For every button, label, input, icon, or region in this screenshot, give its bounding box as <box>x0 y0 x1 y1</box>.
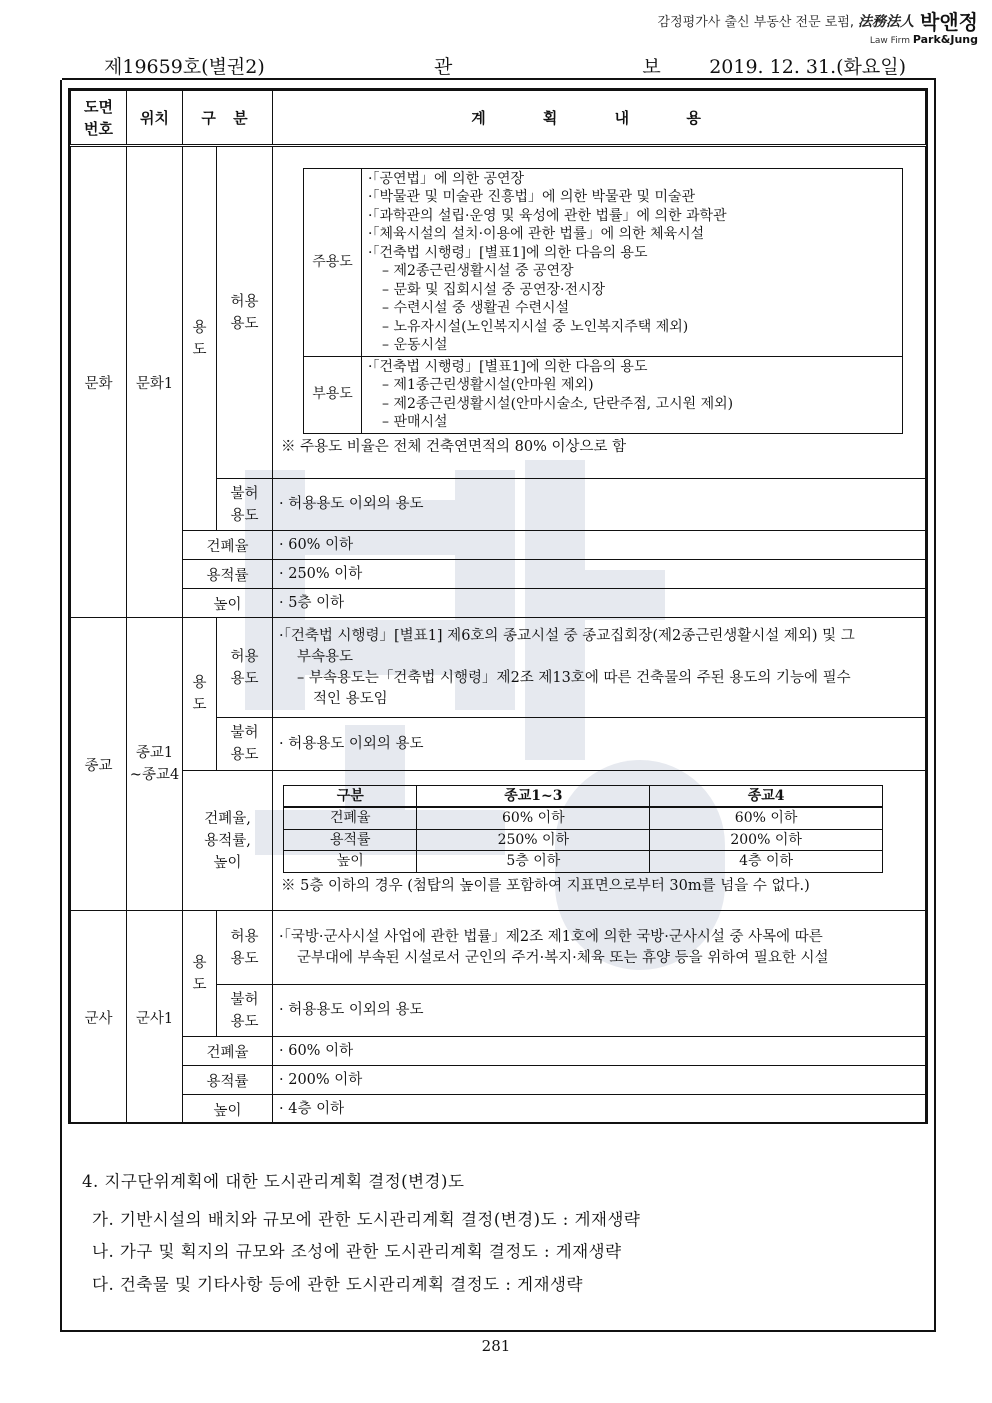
ratio-cell: 용적률 <box>284 829 417 851</box>
ratio-cell: 200% 이하 <box>650 829 883 851</box>
religion-allowed-line: 적인 용도임 <box>313 690 388 707</box>
culture-use: 용 도 <box>183 146 217 531</box>
culture-coverage: · 60% 이하 <box>273 531 926 560</box>
culture-allowed-label: 허용 용도 <box>217 146 273 479</box>
table-row <box>71 911 926 985</box>
culture-height-label: 높이 <box>183 589 273 618</box>
ratio-cell: 250% 이하 <box>417 829 650 851</box>
ratio-cell: 높이 <box>284 851 417 873</box>
religion-allowed-line: – 부속용도는「건축법 시행령」제2조 제13호에 따른 건축물의 주된 용도의 기능에 필수 <box>297 669 851 686</box>
ratio-cell: 60% 이하 <box>650 807 883 829</box>
culture-location: 문화1 <box>127 146 183 618</box>
main-use-ratio-note: ※ 주용도 비율은 전체 건축연면적의 80% 이상으로 함 <box>281 438 627 455</box>
culture-height: · 5층 이하 <box>273 589 926 618</box>
military-prohibited-text: · 허용용도 이외의 용도 <box>273 985 926 1037</box>
sub-use-item: ·「건축법 시행령」[별표1]에 의한 다음의 용도 <box>368 358 648 375</box>
col-plan: 계 획 내 용 <box>273 91 926 146</box>
sub-use-row <box>304 356 903 433</box>
main-use-item: ·「과학관의 설립·운영 및 육성에 관한 법률」에 의한 과학관 <box>368 207 727 224</box>
main-use-label: 주용도 <box>304 168 362 356</box>
firm-line <box>658 6 978 35</box>
main-use-subitem: – 제2종근린생활시설 중 공연장 <box>382 263 574 279</box>
ratio-cell: 4층 이하 <box>650 851 883 873</box>
culture-prohibited-text: · 허용용도 이외의 용도 <box>273 479 926 531</box>
religion-drawing: 종교 <box>71 618 127 911</box>
religion-ratio-label: 건폐율, 용적률, 높이 <box>183 771 273 911</box>
sub-use-subitem: – 제1종근린생활시설(안마원 제외) <box>382 377 594 393</box>
section4-title: 4. 지구단위계획에 대한 도시관리계획 결정(변경)도 <box>82 1172 465 1191</box>
religion-allowed-label: 허용 용도 <box>217 618 273 718</box>
sub-use-text <box>362 356 903 433</box>
issue-date: 2019. 12. 31.(화요일) <box>709 56 906 78</box>
ratio-head-cell: 구분 <box>284 785 417 807</box>
culture-use-box <box>303 168 903 434</box>
table-row <box>71 618 926 718</box>
section4-item: 다. 건축물 및 기타사항 등에 관한 도시관리계획 결정도 : 게재생략 <box>92 1275 583 1294</box>
ratio-head-row <box>284 785 883 807</box>
firm-sub-small: Law Firm <box>869 36 910 46</box>
page-number: 281 <box>481 1337 511 1355</box>
gazette-header <box>62 52 936 80</box>
religion-use: 용 도 <box>183 618 217 771</box>
religion-allowed-line: 부속용도 <box>297 648 354 665</box>
ratio-row <box>284 851 883 873</box>
table-row <box>71 560 926 589</box>
religion-location: 종교1 ~종교4 <box>127 618 183 911</box>
table-row <box>71 1095 926 1124</box>
firm-hanja: 法務法人 <box>858 13 915 30</box>
col-drawing-number: 도면 번호 <box>71 91 127 146</box>
military-allowed-content <box>273 911 926 985</box>
religion-prohibited-text: · 허용용도 이외의 용도 <box>273 718 926 771</box>
main-use-subitem: – 노유자시설(노인복지시설 중 노인복지주택 제외) <box>382 318 689 335</box>
main-use-subitem: – 운동시설 <box>382 337 448 353</box>
sub-use-label: 부용도 <box>304 356 362 433</box>
ratio-cell: 건폐율 <box>284 807 417 829</box>
ratio-cell: 60% 이하 <box>417 807 650 829</box>
main-use-item: ·「체육시설의 설치·이용에 관한 법률」에 의한 체육시설 <box>368 226 705 242</box>
sub-use-subitem: – 판매시설 <box>382 414 448 430</box>
military-drawing: 군사 <box>71 911 127 1124</box>
table-header-row <box>71 91 926 146</box>
issue-number: 제19659호(별권2) <box>104 56 265 78</box>
military-allowed-line: 군부대에 부속된 시설로서 군인의 주거·복지·체육 또는 휴양 등을 위하여 필요한 시설 <box>297 949 829 966</box>
military-coverage: · 60% 이하 <box>273 1037 926 1066</box>
culture-drawing: 문화 <box>71 146 127 618</box>
military-allowed-label: 허용 용도 <box>217 911 273 985</box>
culture-coverage-label: 건폐율 <box>183 531 273 560</box>
ratio-cell: 5층 이하 <box>417 851 650 873</box>
religion-ratio-table <box>283 785 883 873</box>
main-use-item: ·「박물관 및 미술관 진흥법」에 의한 박물관 및 미술관 <box>368 189 696 205</box>
ratio-row <box>284 807 883 829</box>
culture-far: · 250% 이하 <box>273 560 926 589</box>
main-use-subitem: – 수련시설 중 생활권 수련시설 <box>382 300 570 316</box>
military-prohibited-label: 불허 용도 <box>217 985 273 1037</box>
sub-use-subitem: – 제2종근린생활시설(안마시술소, 단란주점, 고시원 제외) <box>382 395 734 412</box>
section4-item: 가. 기반시설의 배치와 규모에 관한 도시관리계획 결정(변경)도 : 게재생략 <box>92 1210 641 1229</box>
plan-table <box>68 88 928 1124</box>
military-allowed-line: ·「국방·군사시설 사업에 관한 법률」제2조 제1호에 의한 국방·군사시설 중 사목에 따른 <box>279 928 823 945</box>
military-height-label: 높이 <box>183 1095 273 1124</box>
gazette-title: 관 보 <box>434 56 753 78</box>
main-use-item: ·「공연법」에 의한 공연장 <box>368 170 525 187</box>
table-row <box>71 1037 926 1066</box>
firm-logo: 박앤정 <box>920 10 978 34</box>
ratio-head-cell: 종교1~3 <box>417 785 650 807</box>
table-row <box>71 771 926 911</box>
firm-sub-bold: Park&Jung <box>912 33 978 46</box>
religion-allowed-line: ·「건축법 시행령」[별표1] 제6호의 종교시설 중 종교집회장(제2종근린생활시설 제외) 및 그 <box>279 627 855 644</box>
culture-allowed-content <box>273 146 926 479</box>
military-height: · 4층 이하 <box>273 1095 926 1124</box>
main-use-row <box>304 168 903 356</box>
culture-prohibited-label: 불허 용도 <box>217 479 273 531</box>
col-division: 구 분 <box>183 91 273 146</box>
table-row <box>71 1066 926 1095</box>
military-location: 군사1 <box>127 911 183 1124</box>
main-use-text <box>362 168 903 356</box>
firm-banner <box>658 6 978 46</box>
plan-grid <box>70 90 926 1124</box>
religion-ratio-note: ※ 5층 이하의 경우 (첨탑의 높이를 포함하여 지표면으로부터 30m를 넘을 수 없다.) <box>281 877 810 894</box>
firm-sub <box>658 33 978 46</box>
ratio-head-cell: 종교4 <box>650 785 883 807</box>
military-far-label: 용적률 <box>183 1066 273 1095</box>
section4-item: 나. 가구 및 획지의 규모와 조성에 관한 도시관리계획 결정도 : 게재생략 <box>92 1242 622 1261</box>
table-row <box>71 531 926 560</box>
military-coverage-label: 건폐율 <box>183 1037 273 1066</box>
religion-prohibited-label: 불허 용도 <box>217 718 273 771</box>
col-location: 위치 <box>127 91 183 146</box>
table-row <box>71 589 926 618</box>
culture-far-label: 용적률 <box>183 560 273 589</box>
firm-tagline: 감정평가사 출신 부동산 전문 로펌, <box>657 15 855 30</box>
main-use-item: ·「건축법 시행령」[별표1]에 의한 다음의 용도 <box>368 244 648 261</box>
ratio-row <box>284 829 883 851</box>
military-use: 용 도 <box>183 911 217 1037</box>
main-use-subitem: – 문화 및 집회시설 중 공연장·전시장 <box>382 281 606 298</box>
religion-allowed-content <box>273 618 926 718</box>
military-far: · 200% 이하 <box>273 1066 926 1095</box>
religion-ratio-content <box>273 771 926 911</box>
table-row <box>71 146 926 479</box>
